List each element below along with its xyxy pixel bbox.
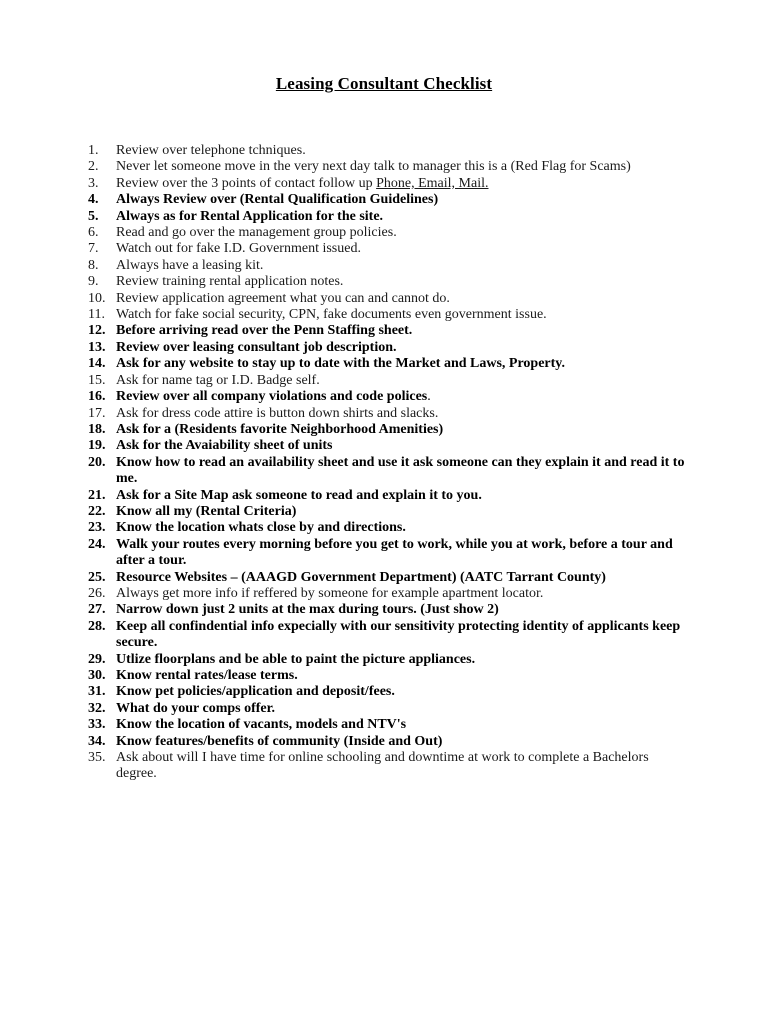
item-number: 6. <box>88 225 99 241</box>
page-title: Leasing Consultant Checklist <box>275 74 493 93</box>
item-number: 30. <box>88 668 106 683</box>
item-text-block <box>116 455 688 488</box>
item-text-block <box>116 684 688 700</box>
item-text-block <box>116 258 688 274</box>
item-text-block <box>116 356 688 372</box>
item-text-block <box>116 406 688 422</box>
item-text: Know rental rates/lease terms. <box>116 668 298 683</box>
item-text: Ask about will I have time for online schooling and downtime at work to complete a Bachelors degree. <box>116 750 649 782</box>
item-text: Review training rental application notes. <box>116 274 344 290</box>
list-item <box>88 241 688 257</box>
item-number: 27. <box>88 602 106 618</box>
item-text: Review over leasing consultant job description. <box>116 339 397 355</box>
item-text-block <box>116 504 688 520</box>
item-text-block <box>116 734 688 750</box>
list-item <box>88 520 688 536</box>
item-number: 31. <box>88 684 106 700</box>
list-item <box>88 356 688 372</box>
item-text-block <box>116 701 688 717</box>
item-text: Review over the 3 points of contact follow up <box>116 175 377 191</box>
item-number: 4. <box>88 192 99 208</box>
item-text: Read and go over the management group policies. <box>116 225 397 241</box>
checklist <box>88 143 688 783</box>
list-item <box>88 734 688 750</box>
list-item <box>88 209 688 225</box>
item-text: Know all my (Rental Criteria) <box>116 503 297 519</box>
item-text-block <box>116 717 688 733</box>
item-text-block <box>116 668 688 684</box>
item-number: 20. <box>88 454 106 470</box>
item-text: Review over all company violations and code polices <box>116 389 428 405</box>
item-number: 1. <box>88 143 99 158</box>
list-item <box>88 586 688 602</box>
item-number: 5. <box>88 208 99 224</box>
item-text-block <box>116 586 688 602</box>
item-text: Watch out for fake I.D. Government issued. <box>116 241 361 257</box>
item-text-block <box>116 241 688 257</box>
item-number: 33. <box>88 717 106 733</box>
item-number: 32. <box>88 700 106 716</box>
item-text: Ask for any website to stay up to date with the Market and Laws, Property. <box>116 356 566 372</box>
list-item <box>88 750 688 783</box>
item-text: Watch for fake social security, CPN, fake documents even government issue. <box>116 307 547 323</box>
item-number: 7. <box>88 241 99 257</box>
item-text-block <box>116 652 688 668</box>
item-text-block <box>116 274 688 290</box>
item-number: 2. <box>88 159 99 175</box>
item-number: 23. <box>88 520 106 536</box>
list-item <box>88 668 688 684</box>
item-text: Resource Websites – (AAAGD Government Department) (AATC Tarrant County) <box>116 569 606 585</box>
item-text: What do your comps offer. <box>116 700 276 716</box>
list-item <box>88 176 688 192</box>
item-text: Ask for name tag or I.D. Badge self. <box>116 372 320 388</box>
item-text-block <box>116 209 688 225</box>
item-text-block <box>116 488 688 504</box>
item-number: 14. <box>88 356 106 372</box>
item-text-block <box>116 373 688 389</box>
list-item <box>88 406 688 422</box>
item-text-block <box>116 520 688 536</box>
item-number: 35. <box>88 750 106 766</box>
item-text-block <box>116 619 688 652</box>
list-item <box>88 570 688 586</box>
item-text-block <box>116 389 688 405</box>
item-text-block <box>116 176 688 192</box>
item-text: Know features/benefits of community (Inside and Out) <box>116 733 443 749</box>
item-text-block <box>116 537 688 570</box>
item-number: 26. <box>88 585 106 601</box>
item-number: 13. <box>88 339 106 355</box>
item-text: Know the location of vacants, models and NTV's <box>116 717 407 733</box>
item-number: 11. <box>88 307 105 323</box>
item-number: 3. <box>88 175 99 191</box>
item-text: Know how to read an availability sheet and use it ask someone can they explain it and read it to me. <box>116 454 685 487</box>
item-text-block <box>116 750 688 783</box>
list-item <box>88 159 688 175</box>
item-number: 21. <box>88 487 106 503</box>
list-item <box>88 455 688 488</box>
list-item <box>88 340 688 356</box>
list-item <box>88 192 688 208</box>
item-text-block <box>116 192 688 208</box>
item-number: 15. <box>88 372 106 388</box>
item-number: 25. <box>88 569 106 585</box>
item-text: Ask for the Avaiability sheet of units <box>116 438 333 454</box>
item-number: 10. <box>88 290 106 306</box>
item-number: 34. <box>88 733 106 749</box>
item-text-block <box>116 143 688 159</box>
list-item <box>88 717 688 733</box>
item-text: Ask for a (Residents favorite Neighborhood Amenities) <box>116 421 444 437</box>
item-text-block <box>116 570 688 586</box>
item-text: Review application agreement what you can and cannot do. <box>116 290 450 306</box>
item-text-block <box>116 340 688 356</box>
list-item <box>88 143 688 159</box>
list-item <box>88 389 688 405</box>
item-text: Know the location whats close by and directions. <box>116 520 406 536</box>
item-text: Ask for dress code attire is button down shirts and slacks. <box>116 405 439 421</box>
item-text: Always have a leasing kit. <box>116 257 264 273</box>
item-text-block <box>116 438 688 454</box>
list-item <box>88 619 688 652</box>
list-item <box>88 307 688 323</box>
list-item <box>88 504 688 520</box>
item-text: Ask for a Site Map ask someone to read and explain it to you. <box>116 487 482 503</box>
item-text: Before arriving read over the Penn Staffing sheet. <box>116 323 413 339</box>
item-number: 17. <box>88 405 106 421</box>
item-text-block <box>116 159 688 175</box>
list-item <box>88 684 688 700</box>
item-text-block <box>116 291 688 307</box>
list-item <box>88 225 688 241</box>
item-number: 16. <box>88 389 106 405</box>
list-item <box>88 291 688 307</box>
item-text: Keep all confindential info expecially with our sensitivity protecting identity of applicants keep secure. <box>116 618 681 651</box>
list-item <box>88 274 688 290</box>
list-item <box>88 652 688 668</box>
item-number: 18. <box>88 421 106 437</box>
item-text-block <box>116 422 688 438</box>
item-number: 24. <box>88 536 106 552</box>
item-number: 19. <box>88 438 106 454</box>
item-text-block <box>116 323 688 339</box>
list-item <box>88 701 688 717</box>
item-text: Always as for Rental Application for the site. <box>116 208 384 224</box>
item-underlined-text: Phone, Email, Mail. <box>376 175 489 191</box>
item-number: 28. <box>88 618 106 634</box>
list-item <box>88 373 688 389</box>
item-number: 29. <box>88 651 106 667</box>
item-text: Always Review over (Rental Qualification Guidelines) <box>116 192 439 208</box>
item-number: 8. <box>88 257 99 273</box>
list-item <box>88 438 688 454</box>
item-text: Utlize floorplans and be able to paint the picture appliances. <box>116 651 476 667</box>
item-text-block <box>116 225 688 241</box>
item-text-block <box>116 602 688 618</box>
item-text: Know pet policies/application and deposit/fees. <box>116 684 395 700</box>
list-item <box>88 537 688 570</box>
item-number: 22. <box>88 503 106 519</box>
item-number: 9. <box>88 274 99 290</box>
item-text: Walk your routes every morning before you get to work, while you at work, before a tour and after a tour. <box>116 536 673 569</box>
list-item <box>88 258 688 274</box>
list-item <box>88 422 688 438</box>
list-item <box>88 488 688 504</box>
item-text: Always get more info if reffered by someone for example apartment locator. <box>116 585 544 601</box>
item-text-block <box>116 307 688 323</box>
item-text: Review over telephone tchniques. <box>116 143 306 158</box>
item-number: 12. <box>88 323 106 339</box>
item-text: Narrow down just 2 units at the max during tours. (Just show 2) <box>116 602 499 618</box>
list-item <box>88 602 688 618</box>
item-text: Never let someone move in the very next day talk to manager this is a (Red Flag for Scams) <box>116 159 631 175</box>
list-item <box>88 323 688 339</box>
item-suffix: . <box>427 389 431 405</box>
